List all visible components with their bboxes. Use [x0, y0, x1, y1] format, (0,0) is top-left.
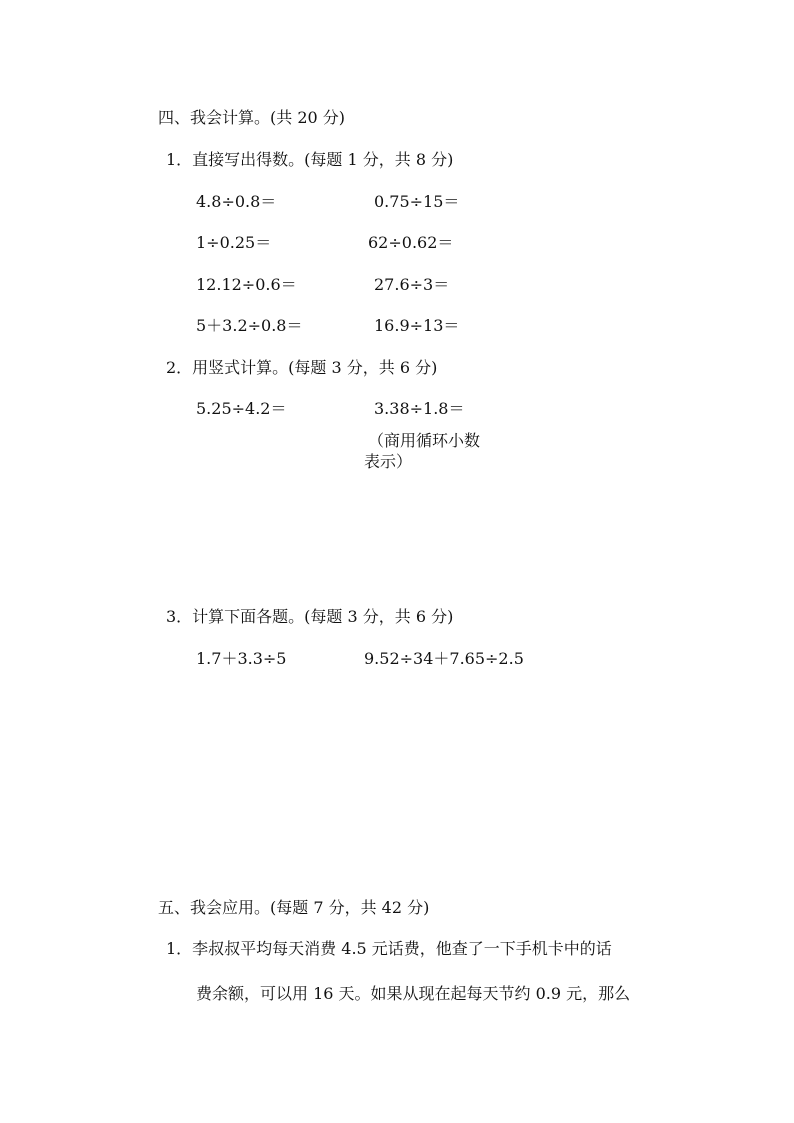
- vertical-calc-item: 5.25÷4.2＝: [196, 399, 287, 418]
- question-1-title: 1．直接写出得数。(每题 1 分，共 8 分): [166, 150, 454, 169]
- calc-item: 1.7＋3.3÷5: [196, 649, 287, 668]
- calc-item: 1÷0.25＝: [196, 233, 272, 252]
- question-2-title: 2．用竖式计算。(每题 3 分，共 6 分): [166, 358, 438, 377]
- calc-item: 4.8÷0.8＝: [196, 192, 277, 211]
- section-5-heading: 五、我会应用。(每题 7 分，共 42 分): [158, 898, 430, 917]
- vertical-calc-item: 3.38÷1.8＝: [374, 399, 465, 418]
- calc-item: 16.9÷13＝: [374, 316, 460, 335]
- calc-item: 62÷0.62＝: [368, 233, 454, 252]
- section-4-heading: 四、我会计算。(共 20 分): [158, 108, 346, 127]
- question-3-title: 3．计算下面各题。(每题 3 分，共 6 分): [166, 607, 454, 626]
- calc-item: 12.12÷0.6＝: [196, 275, 297, 294]
- calc-item: 0.75÷15＝: [374, 192, 460, 211]
- calc-item: 27.6÷3＝: [374, 275, 450, 294]
- calc-item: 5＋3.2÷0.8＝: [196, 316, 303, 335]
- word-problem-line: 费余额，可以用 16 天。如果从现在起每天节约 0.9 元，那么: [196, 984, 631, 1003]
- recurring-decimal-note: （商用循环小数: [368, 431, 481, 450]
- calc-item: 9.52÷34＋7.65÷2.5: [364, 649, 524, 668]
- recurring-decimal-note: 表示）: [364, 452, 413, 471]
- word-problem-line: 1．李叔叔平均每天消费 4.5 元话费，他查了一下手机卡中的话: [166, 939, 612, 958]
